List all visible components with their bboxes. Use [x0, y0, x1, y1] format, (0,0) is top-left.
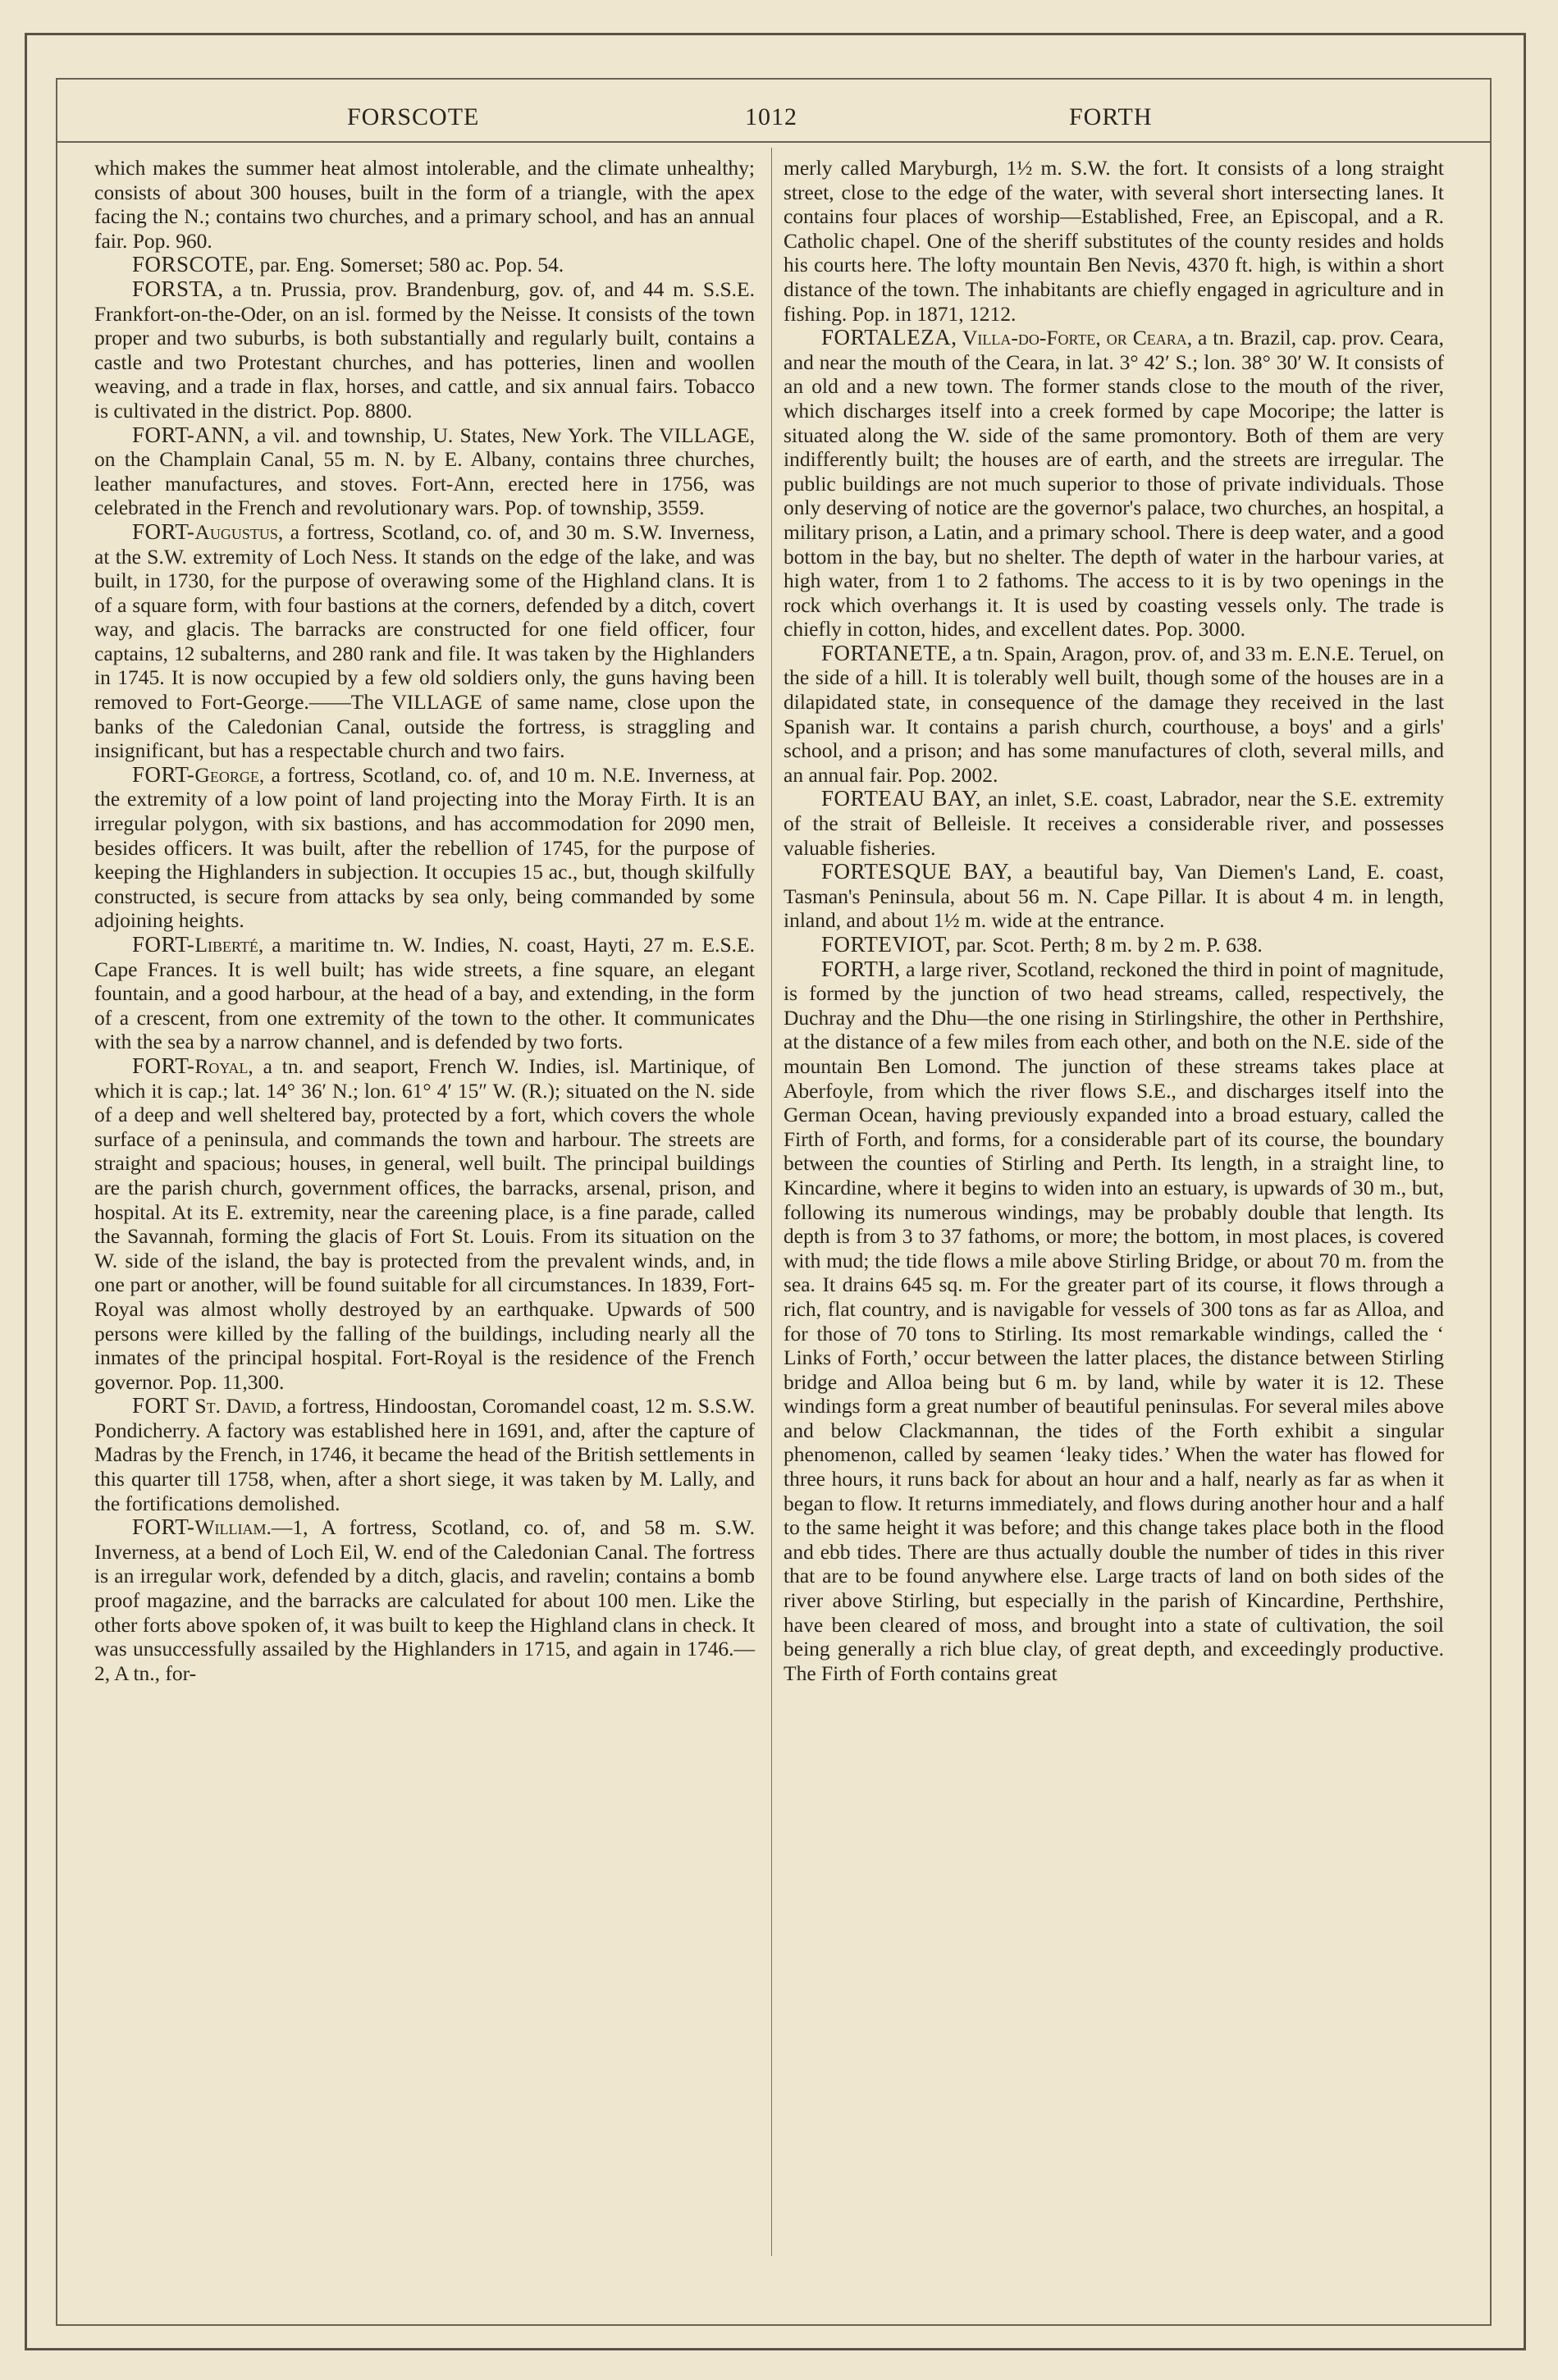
headword: FORSCOTE, — [132, 252, 255, 277]
column-divider — [771, 148, 772, 2256]
headword: FORTANETE, — [821, 640, 957, 665]
entry: FORTEVIOT, par. Scot. Perth; 8 m. by 2 m. P. 638. — [821, 932, 1263, 957]
headword: FORT- — [132, 761, 195, 787]
headword: FORT-ANN, — [132, 422, 250, 447]
entry: FORT-Augustus, a fortress, Scotland, co. of, and 30 m. S.W. Inverness, at the S.W. extremity of Loch Ness. It stands on the edge of the lake, and was built, in 1730, for the purpose of overawing some of the Highland clans. It is of a square form, with four bastions at the corners, defended by a ditch, covert way, and glacis. The barracks are constructed for one field officer, four captains, 12 subalterns, and 280 rank and file. It was taken by the Highlanders in 1745. It is now occupied by a few old soldiers only, the guns having been removed to Fort-George.——The VILLAGE of same name, close upon the banks of the Caledonian Canal, outside the fortress, is straggling and insignificant, but has a respectable church and two fairs. — [94, 518, 755, 763]
right-column — [784, 156, 1444, 1685]
entry: FORT-Royal, a tn. and seaport, French W. Indies, isl. Martinique, of which it is cap.; lat. 14° 36′ N.; lon. 61° 4′ 15″ W. (R.); situated on the N. side of a deep and well sheltered bay, protected by a fort, which covers the whole surface of a peninsula, and commands the town and harbour. The streets are straight and spacious; houses, in general, well built. The principal buildings are the parish church, government offices, the barracks, arsenal, prison, and hospital. At its E. extremity, near the careening place, is a fine parade, called the Savannah, forming the glacis of Fort St. Louis. From its situation on the W. side of the island, the bay is protected from the prevalent winds, and, in one part or another, will be found suitable for all circumstances. In 1839, Fort-Royal was almost wholly destroyed by an earthquake. Upwards of 500 persons were killed by the falling of the buildings, including nearly all the inmates of the principal hospital. Fort-Royal is the residence of the French governor. Pop. 11,300. — [94, 1053, 755, 1394]
entry: FORT-ANN, a vil. and township, U. States, New York. The VILLAGE, on the Champlain Canal, 55 m. N. by E. Albany, contains three churches, leather manufactures, and stoves. Fort-Ann, erected here in 1756, was celebrated in the French and revolutionary wars. Pop. of township, 3559. — [94, 422, 755, 520]
entry: FORTANETE, a tn. Spain, Aragon, prov. of, and 33 m. E.N.E. Teruel, on the side of a hill. It is tolerably well built, though some of the houses are in a dilapidated state, in consequence of the damage they received in the last Spanish war. It contains a parish church, courthouse, a boys' and a girls' school, and a prison; and has some manufactures of cloth, several mills, and an annual fair. Pop. 2002. — [784, 640, 1444, 787]
page-number: 1012 — [745, 103, 797, 130]
entry: FORT-William.—1, A fortress, Scotland, co. of, and 58 m. S.W. Inverness, at a bend of Loch Eil, W. end of the Caledonian Canal. The fortress is an irregular work, defended by a ditch, glacis, and ravelin; contains a bomb proof magazine, and the barracks are calculated for about 100 men. Like the other forts above spoken of, it was built to keep the Highland clans in check. It was unsuccessfully assailed by the Highlanders in 1715, and again in 1746.—2, A tn., for- — [94, 1514, 755, 1685]
headword: FORT- — [132, 518, 195, 544]
headword: FORTALEZA, — [821, 325, 957, 350]
headword: FORT- — [132, 1053, 195, 1078]
entry: which makes the summer heat almost intolerable, and the climate unhealthy; consists of about 300 houses, built in the form of a triangle, with the apex facing the N.; contains two churches, and a primary school, and has an annual fair. Pop. 960. — [94, 156, 755, 253]
header-right-catchword: FORTH — [1069, 103, 1153, 130]
headword: FORTEVIOT, — [821, 932, 952, 957]
entry: FORSTA, a tn. Prussia, prov. Brandenburg, gov. of, and 44 m. S.S.E. Frankfort-on-the-Oder, on an isl. formed by the Neisse. It consists of the town proper and two suburbs, is both substantially and regularly built, contains a castle and two Protestant churches, and has potteries, linen and woollen weaving, and a trade in flax, horses, and cattle, and six annual fairs. Tobacco is cultivated in the district. Pop. 8800. — [94, 276, 755, 423]
headword: FORT- — [132, 1514, 195, 1540]
entry: FORTALEZA, Villa-do-Forte, or Ceara, a tn. Brazil, cap. prov. Ceara, and near the mouth of the Ceara, in lat. 3° 42′ S.; lon. 38° 30′ W. It consists of an old and a new town. The former stands close to the mouth of the river, which discharges itself into a creek formed by cape Mocoripe; the latter is situated along the W. side of the same promontory. Both of them are very indifferently built; the houses are of earth, and the streets are irregular. The public buildings are not much superior to those of private individuals. Those only deserving of notice are the governor's palace, two churches, an hospital, a military prison, a Latin, and a primary school. There is deep water, and a good bottom in the bay, but no shelter. The depth of water in the harbour varies, at high water, from 1 to 2 fathoms. The access to it is by two openings in the rock which overhangs it. It is used by coasting vessels only. The trade is chiefly in cotton, hides, and excellent dates. Pop. 3000. — [784, 325, 1444, 642]
entry: FORTEAU BAY, an inlet, S.E. coast, Labrador, near the S.E. extremity of the strait of Belleisle. It receives a considerable river, and possesses valuable fisheries. — [784, 786, 1444, 860]
header-rule — [56, 141, 1492, 143]
entry: FORT-George, a fortress, Scotland, co. of, and 10 m. N.E. Inverness, at the extremity of a low point of land projecting into the Moray Firth. It is an irregular polygon, with six bastions, and has accommodation for 2090 men, besides officers. It was built, after the rebellion of 1745, for the purpose of keeping the Highlanders in subjection. It occupies 15 ac., but, though skilfully constructed, is secure from attacks by sea only, being commanded by some adjoining heights. — [94, 761, 755, 933]
headword: FORTH, — [821, 956, 901, 981]
headword: FORTEAU BAY, — [821, 786, 982, 811]
headword: FORSTA, — [132, 276, 224, 301]
headword: FORTESQUE BAY, — [821, 859, 1013, 884]
entry: FORTH, a large river, Scotland, reckoned the third in point of magnitude, is formed by the junction of two head streams, called, respectively, the Duchray and the Dhu—the one rising in Stirlingshire, the other in Perthshire, at the distance of a few miles from each other, and both on the N.E. side of the mountain Ben Lomond. The junction of these streams takes place at Aberfoyle, from which the river flows S.E., and discharges itself into the German Ocean, having previously expanded into a broad estuary, called the Firth of Forth, and forms, for a considerable part of its course, the boundary between the counties of Stirling and Perth. Its length, in a straight line, to Kincardine, where it begins to widen into an estuary, is upwards of 30 m., but, following its numerous windings, may be probably double that length. Its depth is from 3 to 37 fathoms, or more; the bottom, in most places, is covered with mud; the tide flows a mile above Stirling Bridge, or about 70 m. from the sea. It drains 645 sq. m. For the greater part of its course, it flows through a rich, flat country, and is navigable for vessels of 300 tons as far as Alloa, and for those of 70 tons to Stirling. Its most remarkable windings, called the ‘ Links of Forth,’ occur between the latter places, the distance between Stirling bridge and Alloa being but 6 m. by land, while by water it is 12. These windings form a great number of beautiful peninsulas. For several miles above and below Clackmannan, the tides of the Forth exhibit a singular phenomenon, called by seamen ‘leaky tides.’ When the water has flowed for three hours, it runs back for about an hour and a half, nearly as far as when it began to flow. It returns immediately, and flows during another hour and a half to the same height it was before; and this change takes place both in the flood and ebb tides. There are thus actually double the number of tides in this river that are to be found anywhere else. Large tracts of land on both sides of the river above Stirling, but especially in the parish of Kincardine, Perthshire, have been cleared of moss, and brought into a state of cultivation, the soil being generally a rich blue clay, of great depth, and exceedingly productive. The Firth of Forth contains great — [784, 956, 1444, 1685]
running-head — [56, 97, 1492, 138]
headword: FORT — [132, 1393, 195, 1418]
entry: FORT-Liberté, a maritime tn. W. Indies, N. coast, Hayti, 27 m. E.S.E. Cape Frances. It is well built; has wide streets, a fine square, an elegant fountain, and a good harbour, at the head of a bay, and extending, in the form of a crescent, from one extremity of the town to the other. It communicates with the sea by a narrow channel, and is defended by two forts. — [94, 932, 755, 1054]
left-column — [94, 156, 755, 1685]
entry: FORT St. David, a fortress, Hindoostan, Coromandel coast, 12 m. S.S.W. Pondicherry. A factory was established here in 1691, and, after the capture of Madras by the French, in 1746, it became the head of the British settlements in this quarter till 1758, when, after a short siege, it was taken by M. Lally, and the fortifications demolished. — [94, 1393, 755, 1515]
headword: FORT- — [132, 932, 195, 957]
entry: merly called Maryburgh, 1½ m. S.W. the fort. It consists of a long straight street, close to the edge of the water, with several short intersecting lanes. It contains four places of worship—Established, Free, an Episcopal, and a R. Catholic chapel. One of the sheriff substitutes of the county resides and holds his courts here. The lofty mountain Ben Nevis, 4370 ft. high, is within a short distance of the town. The inhabitants are chiefly engaged in agriculture and in fishing. Pop. in 1871, 1212. — [784, 156, 1444, 326]
entry: FORTESQUE BAY, a beautiful bay, Van Diemen's Land, E. coast, Tasman's Peninsula, about 56 m. N. Cape Pillar. It is about 4 m. in length, inland, and about 1½ m. wide at the entrance. — [784, 859, 1444, 933]
header-left-catchword: FORSCOTE — [347, 103, 480, 130]
entry: FORSCOTE, par. Eng. Somerset; 580 ac. Pop. 54. — [132, 252, 564, 277]
